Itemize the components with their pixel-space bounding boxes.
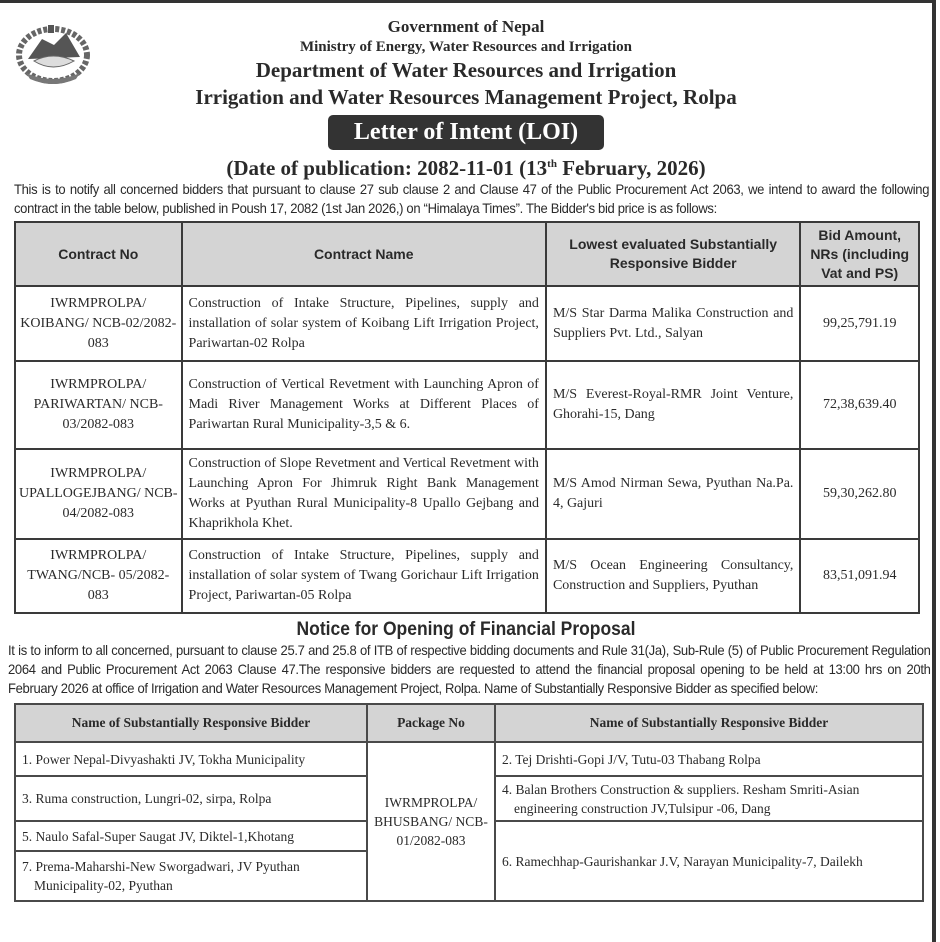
bid-amount: 72,38,639.40: [800, 361, 919, 449]
contract-name: Construction of Vertical Revetment with Launching Apron of Madi River Management Works at Different Places of Pariwartan Rural Municipality-3,5 & 6.: [182, 361, 546, 449]
loi-title: Letter of Intent (LOI): [328, 115, 604, 150]
bid-amount: 99,25,791.19: [800, 286, 919, 361]
bidder-item: 2. Tej Drishti-Gopi J/V, Tutu-03 Thabang Rolpa: [495, 742, 923, 776]
bidder-name: M/S Ocean Engineering Consultancy, Construction and Suppliers, Pyuthan: [546, 539, 800, 613]
contract-no: IWRMPROLPA/ TWANG/NCB- 05/2082-083: [15, 539, 182, 613]
loi-table-header: [15, 222, 919, 286]
table-row: [15, 742, 923, 776]
loi-table: [14, 221, 920, 614]
bidder-name: M/S Everest-Royal-RMR Joint Venture, Ghorahi-15, Dang: [546, 361, 800, 449]
header-bidder-left: Name of Substantially Responsive Bidder: [15, 704, 367, 742]
contract-name: Construction of Slope Revetment and Vertical Revetment with Launching Apron For Jhimruk Right Bank Management Works at Pyuthan Rural Municipality-8 Upallo Gejbang and Khaprikhola Khet.: [182, 449, 546, 539]
bidder-name: M/S Amod Nirman Sewa, Pyuthan Na.Pa. 4, Gajuri: [546, 449, 800, 539]
table-row: [15, 449, 919, 539]
header-bidder: Lowest evaluated Substantially Responsive Bidder: [546, 222, 800, 286]
bidder-item: 3. Ruma construction, Lungri-02, sirpa, Rolpa: [15, 776, 367, 821]
contract-no: IWRMPROLPA/ KOIBANG/ NCB-02/2082-083: [15, 286, 182, 361]
contract-no: IWRMPROLPA/ UPALLOGEJBANG/ NCB-04/2082-083: [15, 449, 182, 539]
intro-paragraph: This is to notify all concerned bidders that pursuant to clause 27 sub clause 2 and Clause 47 of the Public Procurement Act 2063, we intend to award the following contract in the table below, published in Poush 17, 2082 (1st Jan 2026,) on “Himalaya Times”. The Bidder's bid price is as follows:: [14, 181, 930, 216]
financial-notice-body: It is to inform to all concerned, pursuant to clause 25.7 and 25.8 of ITB of respective bidding documents and Rule 31(Ja), Sub-Rule (5) of Public Procurement Regulation 2064 and Public Procurement Act 2063 Clause 47.The responsive bidders are requested to attend the financial proposal opening to be held at 13:00 hrs on 20th February 2026 at office of Irrigation and Water Resources Management Project, Rolpa. Name of Substantially Responsive Bidder as specified below:: [8, 642, 931, 696]
table-row: [15, 539, 919, 613]
bidder-item: 1. Power Nepal-Divyashakti JV, Tokha Municipality: [15, 742, 367, 776]
ministry-title: Ministry of Energy, Water Resources and Irrigation: [299, 39, 633, 55]
date-sup: th: [547, 158, 557, 170]
table-row: [15, 286, 919, 361]
header-contract-no: Contract No: [15, 222, 182, 286]
header: [0, 17, 932, 180]
department-title: Department of Water Resources and Irrigation: [255, 58, 677, 82]
package-no: IWRMPROLPA/ BHUSBANG/ NCB-01/2082-083: [367, 742, 495, 901]
header-contract-name: Contract Name: [182, 222, 546, 286]
bidder-item: 7. Prema-Maharshi-New Sworgadwari, JV Pyuthan Municipality-02, Pyuthan: [15, 851, 367, 901]
header-bid-amount: Bid Amount, NRs (including Vat and PS): [800, 222, 919, 286]
financial-notice-title: Notice for Opening of Financial Proposal: [296, 619, 636, 640]
government-title: Government of Nepal: [387, 17, 545, 36]
bidder-item: 4. Balan Brothers Construction & suppliers. Resham Smriti-Asian engineering construction JV,Tulsipur -06, Dang: [495, 776, 923, 821]
contract-name: Construction of Intake Structure, Pipelines, supply and installation of solar system of Koibang Lift Irrigation Project, Pariwartan-02 Rolpa: [182, 286, 546, 361]
project-title: Irrigation and Water Resources Management Project, Rolpa: [195, 85, 737, 109]
header-package-no: Package No: [367, 704, 495, 742]
fp-table-header: [15, 704, 923, 742]
financial-proposal-table: [14, 703, 924, 902]
date-suffix: February, 2026): [556, 156, 706, 180]
publication-date: [0, 152, 932, 180]
table-row: [15, 361, 919, 449]
bidder-item: 5. Naulo Safal-Super Saugat JV, Diktel-1,Khotang: [15, 821, 367, 851]
bidder-item: 6. Ramechhap-Gaurishankar J.V, Narayan Municipality-7, Dailekh: [495, 821, 923, 901]
bid-amount: 59,30,262.80: [800, 449, 919, 539]
bid-amount: 83,51,091.94: [800, 539, 919, 613]
contract-no: IWRMPROLPA/ PARIWARTAN/ NCB-03/2082-083: [15, 361, 182, 449]
bidder-name: M/S Star Darma Malika Construction and Suppliers Pvt. Ltd., Salyan: [546, 286, 800, 361]
header-bidder-right: Name of Substantially Responsive Bidder: [495, 704, 923, 742]
nepal-emblem-icon: [14, 21, 92, 87]
date-prefix: (Date of publication: 2082-11-01 (13: [226, 156, 548, 180]
contract-name: Construction of Intake Structure, Pipelines, supply and installation of solar system of Twang Gorichaur Lift Irrigation Project, Pariwartan-05 Rolpa: [182, 539, 546, 613]
